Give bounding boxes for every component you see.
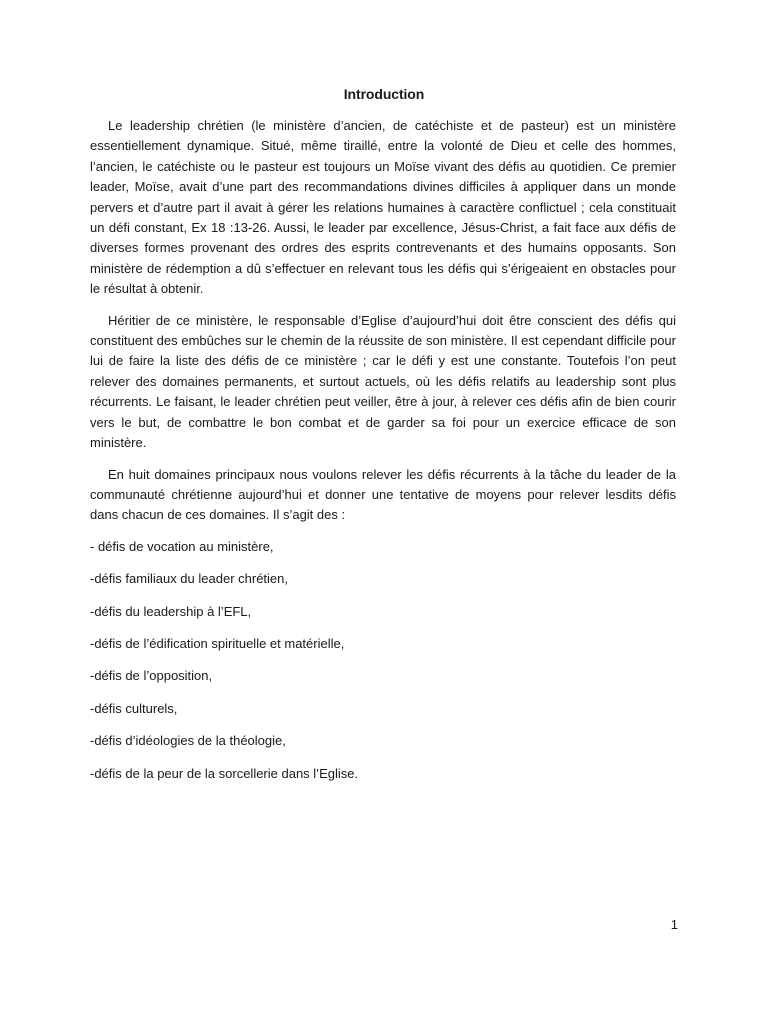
paragraph-3: En huit domaines principaux nous voulons relever les défis récurrents à la tâche du leader de la communauté chrétienne aujourd’hui et donner une tentative de moyens pour relever lesdits défis dans chacun de ces domaines. Il s’agit des : — [90, 466, 676, 523]
list-item: -défis de l’édification spirituelle et matérielle, — [90, 635, 345, 651]
list-item: - défis de vocation au ministère, — [90, 538, 274, 554]
list-item: -défis d’idéologies de la théologie, — [90, 733, 286, 749]
body-content — [90, 116, 676, 796]
page-number: 1 — [670, 917, 678, 932]
list-item: -défis culturels, — [90, 700, 178, 716]
page-title: Introduction — [343, 86, 425, 102]
paragraph-2: Héritier de ce ministère, le responsable d’Eglise d’aujourd’hui doit être conscient des défis qui constituent des embûches sur le chemin de la réussite de son ministère. Il est cependant difficile pour lui de faire la liste des défis de ce ministère ; car le défi y est une constante. Toutefois l’on peut relever des domaines permanents, et surtout actuels, où les défis relatifs au leadership sont plus récurrents. Le faisant, le leader chrétien peut veiller, être à jour, à relever ces défis afin de bien courir vers le but, de combattre le bon combat et de garder sa foi pour un exercice efficace de son ministère. — [90, 312, 676, 451]
list-item: -défis de l’opposition, — [90, 668, 213, 684]
paragraph-1: Le leadership chrétien (le ministère d’ancien, de catéchiste et de pasteur) est un ministère essentiellement dynamique. Situé, même tiraillé, entre la volonté de Dieu et celle des hommes, l’ancien, le catéchiste ou le pasteur est toujours un Moïse vivant des défis au quotidien. Ce premier leader, Moïse, avait d’une part des recommandations divines difficiles à appliquer dans un monde pervers et d’autre part il avait à gérer les relations humaines à caractère conflictuel ; cela constituait un défi constant, Ex 18 :13-26. Aussi, le leader par excellence, Jésus-Christ, a fait face aux défis de diverses formes provenant des ordres des esprits contrevenants et des humains opposants. Son ministère de rédemption a dû s’effectuer en relevant tous les défis qui s’érigeaient en obstacles pour le résultat à obtenir. — [90, 118, 676, 297]
challenges-list — [90, 537, 676, 784]
list-item: -défis familiaux du leader chrétien, — [90, 571, 288, 587]
list-item: -défis du leadership à l’EFL, — [90, 603, 252, 619]
list-item: -défis de la peur de la sorcellerie dans l’Eglise. — [90, 765, 359, 781]
